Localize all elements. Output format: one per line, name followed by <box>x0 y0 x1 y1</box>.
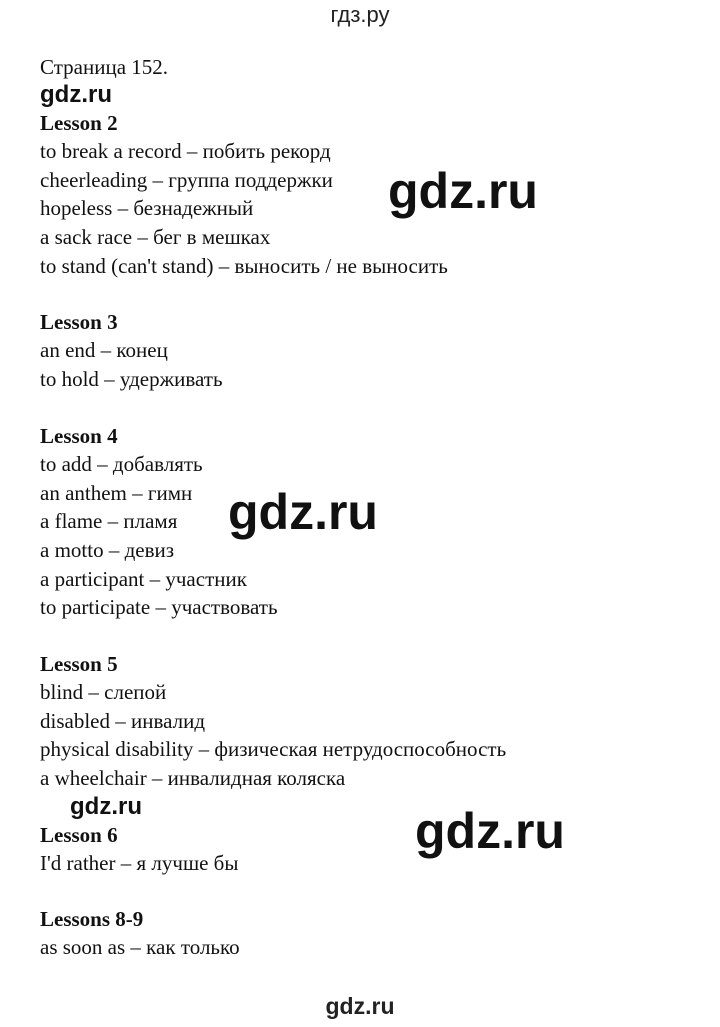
watermark-inline: gdz.ru <box>40 81 112 108</box>
section-lesson-6 <box>40 821 700 878</box>
vocab-entry: as soon as – как только <box>40 935 240 960</box>
section-title: Lesson 2 <box>40 111 118 135</box>
vocab-entry: to break a record – побить рекорд <box>40 139 331 163</box>
vocab-entry: I'd rather – я лучше бы <box>40 850 239 875</box>
section-lesson-3 <box>40 308 700 393</box>
vocab-entry: a motto – девиз <box>40 537 175 562</box>
vocab-entry: physical disability – физическая нетрудоспособность <box>40 737 507 762</box>
footer-watermark: gdz.ru <box>325 993 395 1019</box>
site-header: гдз.ру <box>330 2 390 27</box>
vocab-entry: to stand (can't stand) – выносить / не выносить <box>40 253 448 278</box>
vocab-entry: to hold – удерживать <box>40 367 223 392</box>
page-title: Страница 152. <box>40 55 169 79</box>
watermark-large: gdz.ru <box>228 484 378 540</box>
vocab-entry: a participant – участник <box>40 566 247 591</box>
vocab-entry: hopeless – безнадежный <box>40 196 254 221</box>
vocab-entry: a flame – пламя <box>40 509 178 534</box>
section-title: Lesson 5 <box>40 651 118 676</box>
vocab-entry: cheerleading – группа поддержки <box>40 167 333 192</box>
vocab-entry: a wheelchair – инвалидная коляска <box>40 766 346 790</box>
vocab-entry: blind – слепой <box>40 679 167 704</box>
section-title: Lesson 3 <box>40 310 118 335</box>
section-lessons-8-9 <box>40 905 700 962</box>
section-title: Lesson 6 <box>40 822 118 847</box>
vocab-entry: to add – добавлять <box>40 451 203 476</box>
section-lesson-2 <box>40 109 700 280</box>
watermark-large: gdz.ru <box>415 803 565 859</box>
section-title: Lesson 4 <box>40 423 118 448</box>
vocab-entry: to participate – участвовать <box>40 595 278 620</box>
section-title: Lessons 8-9 <box>40 907 144 932</box>
vocab-entry: an end – конец <box>40 338 168 363</box>
vocab-entry: an anthem – гимн <box>40 480 193 505</box>
vocab-entry: disabled – инвалид <box>40 708 206 733</box>
watermark-inline: gdz.ru <box>70 792 142 820</box>
watermark-large: gdz.ru <box>388 163 538 219</box>
vocab-entry: a sack race – бег в мешках <box>40 225 271 250</box>
section-lesson-5 <box>40 650 700 793</box>
